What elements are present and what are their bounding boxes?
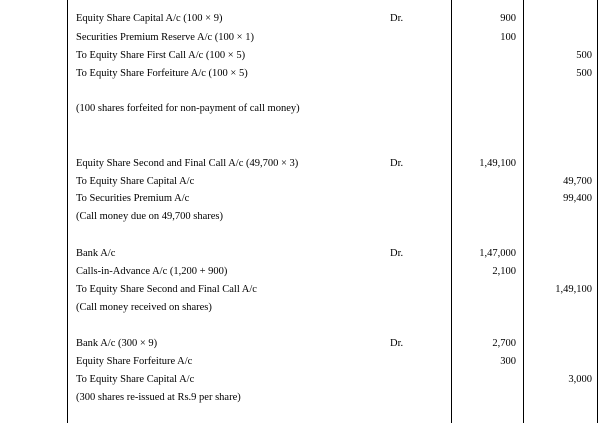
- dr-label: Dr.: [390, 13, 404, 24]
- particulars-text: (100 shares forfeited for non-payment of call money): [76, 103, 300, 114]
- particulars-text: Securities Premium Reserve A/c (100 × 1): [76, 32, 254, 43]
- particulars-text: Equity Share Capital A/c (100 × 9): [76, 13, 223, 24]
- debit-amount: 1,47,000: [479, 248, 516, 259]
- credit-amount: 500: [576, 68, 592, 79]
- credit-amount: 1,49,100: [555, 284, 592, 295]
- debit-amount: 2,700: [492, 338, 516, 349]
- credit-amount: 500: [576, 50, 592, 61]
- credit-amount: 3,000: [568, 374, 592, 385]
- particulars-text: To Equity Share Capital A/c: [76, 176, 195, 187]
- dr-label: Dr.: [390, 248, 404, 259]
- debit-amount: 1,49,100: [479, 158, 516, 169]
- particulars-text: (300 shares re-issued at Rs.9 per share): [76, 392, 241, 403]
- particulars-text: To Securities Premium A/c: [76, 193, 190, 204]
- particulars-text: Equity Share Forfeiture A/c: [76, 356, 193, 367]
- credit-amount: 49,700: [563, 176, 592, 187]
- particulars-text: Bank A/c: [76, 248, 116, 259]
- credit-amount: 99,400: [563, 193, 592, 204]
- dr-label: Dr.: [390, 338, 404, 349]
- column-divider-debit: [523, 0, 524, 423]
- debit-amount: 300: [500, 356, 516, 367]
- dr-label: Dr.: [390, 158, 404, 169]
- particulars-text: To Equity Share Second and Final Call A/c: [76, 284, 257, 295]
- particulars-text: To Equity Share First Call A/c (100 × 5): [76, 50, 246, 61]
- particulars-text: (Call money due on 49,700 shares): [76, 211, 223, 222]
- particulars-text: Equity Share Second and Final Call A/c (49,700 × 3): [76, 158, 299, 169]
- particulars-text: (Call money received on shares): [76, 302, 212, 313]
- particulars-text: Calls-in-Advance A/c (1,200 + 900): [76, 266, 228, 277]
- debit-amount: 900: [500, 13, 516, 24]
- particulars-text: To Equity Share Forfeiture A/c (100 × 5): [76, 68, 248, 79]
- debit-amount: 2,100: [492, 266, 516, 277]
- particulars-text: To Equity Share Capital A/c: [76, 374, 195, 385]
- debit-amount: 100: [500, 32, 516, 43]
- column-divider-date: [67, 0, 68, 423]
- particulars-text: Bank A/c (300 × 9): [76, 338, 158, 349]
- column-divider-credit: [597, 0, 598, 423]
- column-divider-lf: [451, 0, 452, 423]
